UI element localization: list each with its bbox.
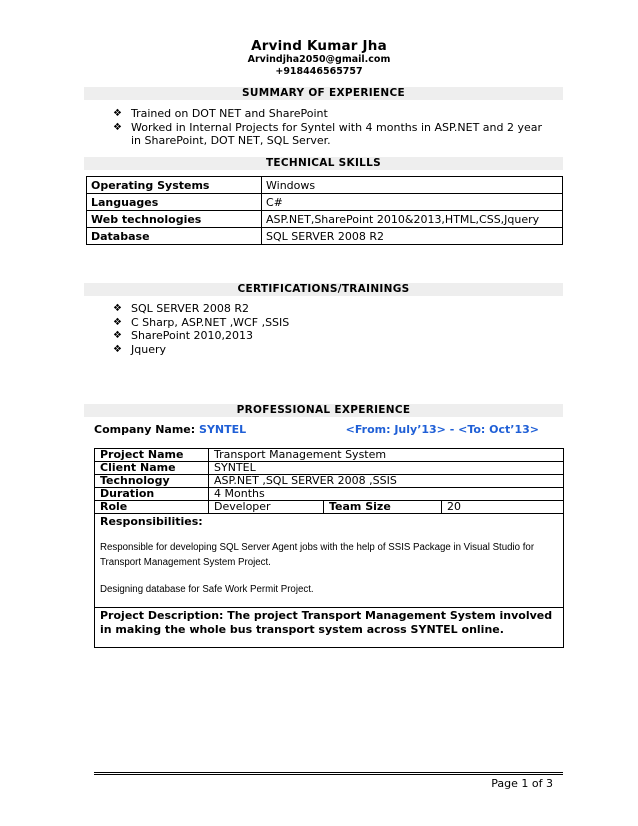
project-name-label: Project Name — [95, 449, 209, 462]
role-value: Developer — [209, 501, 324, 514]
table-row — [87, 211, 563, 228]
table-row — [95, 501, 564, 514]
diamond-bullet-icon: ❖ — [113, 330, 122, 341]
duration-value: 4 Months — [209, 488, 564, 501]
client-name: SYNTEL — [209, 462, 564, 475]
skill-key: Operating Systems — [87, 177, 262, 194]
project-table — [94, 448, 564, 514]
experience-heading: PROFESSIONAL EXPERIENCE — [84, 404, 563, 417]
responsibilities-label: Responsibilities: — [100, 515, 203, 528]
diamond-bullet-icon: ❖ — [113, 108, 122, 119]
company-name: SYNTEL — [199, 423, 247, 436]
company-label: Company Name: — [94, 423, 196, 436]
company-line — [94, 423, 539, 436]
responsibilities-box — [94, 513, 564, 608]
skill-value: Windows — [262, 177, 563, 194]
list-item: ❖ C Sharp, ASP.NET ,WCF ,SSIS — [113, 315, 290, 329]
table-row — [95, 449, 564, 462]
technology-label: Technology — [95, 475, 209, 488]
skill-value: C# — [262, 194, 563, 211]
summary-heading: SUMMARY OF EXPERIENCE — [84, 87, 563, 100]
table-row — [87, 177, 563, 194]
project-description: Project Description: The project Transport Management System involved in making the whole bus transport system across SYNTEL online. — [100, 609, 553, 636]
table-row — [87, 228, 563, 245]
list-item: ❖ SQL SERVER 2008 R2 — [113, 302, 249, 315]
role-label: Role — [95, 501, 209, 514]
technical-skills-heading: TECHNICAL SKILLS — [84, 157, 563, 170]
project-description-box — [94, 607, 564, 648]
diamond-bullet-icon: ❖ — [113, 343, 122, 355]
contact-email: Arvindjha2050@gmail.com — [247, 54, 391, 65]
duration-label: Duration — [95, 488, 209, 501]
footer-rule — [94, 772, 563, 773]
certifications-list — [113, 302, 553, 356]
certifications-heading: CERTIFICATIONS/TRAININGS — [84, 283, 563, 296]
contact-phone: +918446565757 — [275, 66, 363, 77]
team-size-label: Team Size — [324, 501, 442, 514]
skill-value: ASP.NET,SharePoint 2010&2013,HTML,CSS,Jquery — [262, 211, 563, 228]
table-row — [95, 462, 564, 475]
table-row — [95, 488, 564, 501]
table-row — [87, 194, 563, 211]
page-number: Page 1 of 3 — [491, 777, 553, 790]
list-item: ❖ Jquery — [113, 342, 166, 356]
skill-key: Database — [87, 228, 262, 245]
responsibility-item: Responsible for developing SQL Server Agent jobs with the help of SSIS Package in Visual Studio for Transport Management System Project. — [100, 542, 535, 568]
summary-list — [113, 107, 553, 148]
skill-key: Web technologies — [87, 211, 262, 228]
list-item: ❖ SharePoint 2010,2013 — [113, 329, 254, 342]
technical-skills-table — [86, 176, 563, 245]
footer-rule — [94, 774, 563, 775]
list-item: ❖ Trained on DOT NET and SharePoint — [113, 107, 328, 120]
client-name-label: Client Name — [95, 462, 209, 475]
candidate-name: Arvind Kumar Jha — [251, 38, 387, 54]
resume-header — [0, 38, 638, 78]
technology-value: ASP.NET ,SQL SERVER 2008 ,SSIS — [209, 475, 564, 488]
diamond-bullet-icon: ❖ — [113, 121, 122, 133]
skill-key: Languages — [87, 194, 262, 211]
skill-value: SQL SERVER 2008 R2 — [262, 228, 563, 245]
employment-dates: <From: July’13> - <To: Oct’13> — [345, 423, 539, 436]
responsibility-item: Designing database for Safe Work Permit Project. — [100, 584, 314, 595]
team-size-value: 20 — [442, 501, 564, 514]
diamond-bullet-icon: ❖ — [113, 316, 122, 328]
diamond-bullet-icon: ❖ — [113, 303, 122, 314]
list-item: ❖ Worked in Internal Projects for Syntel with 4 months in ASP.NET and 2 year in SharePoint, DOT NET, SQL Server. — [113, 120, 543, 147]
table-row — [95, 475, 564, 488]
project-name: Transport Management System — [209, 449, 564, 462]
